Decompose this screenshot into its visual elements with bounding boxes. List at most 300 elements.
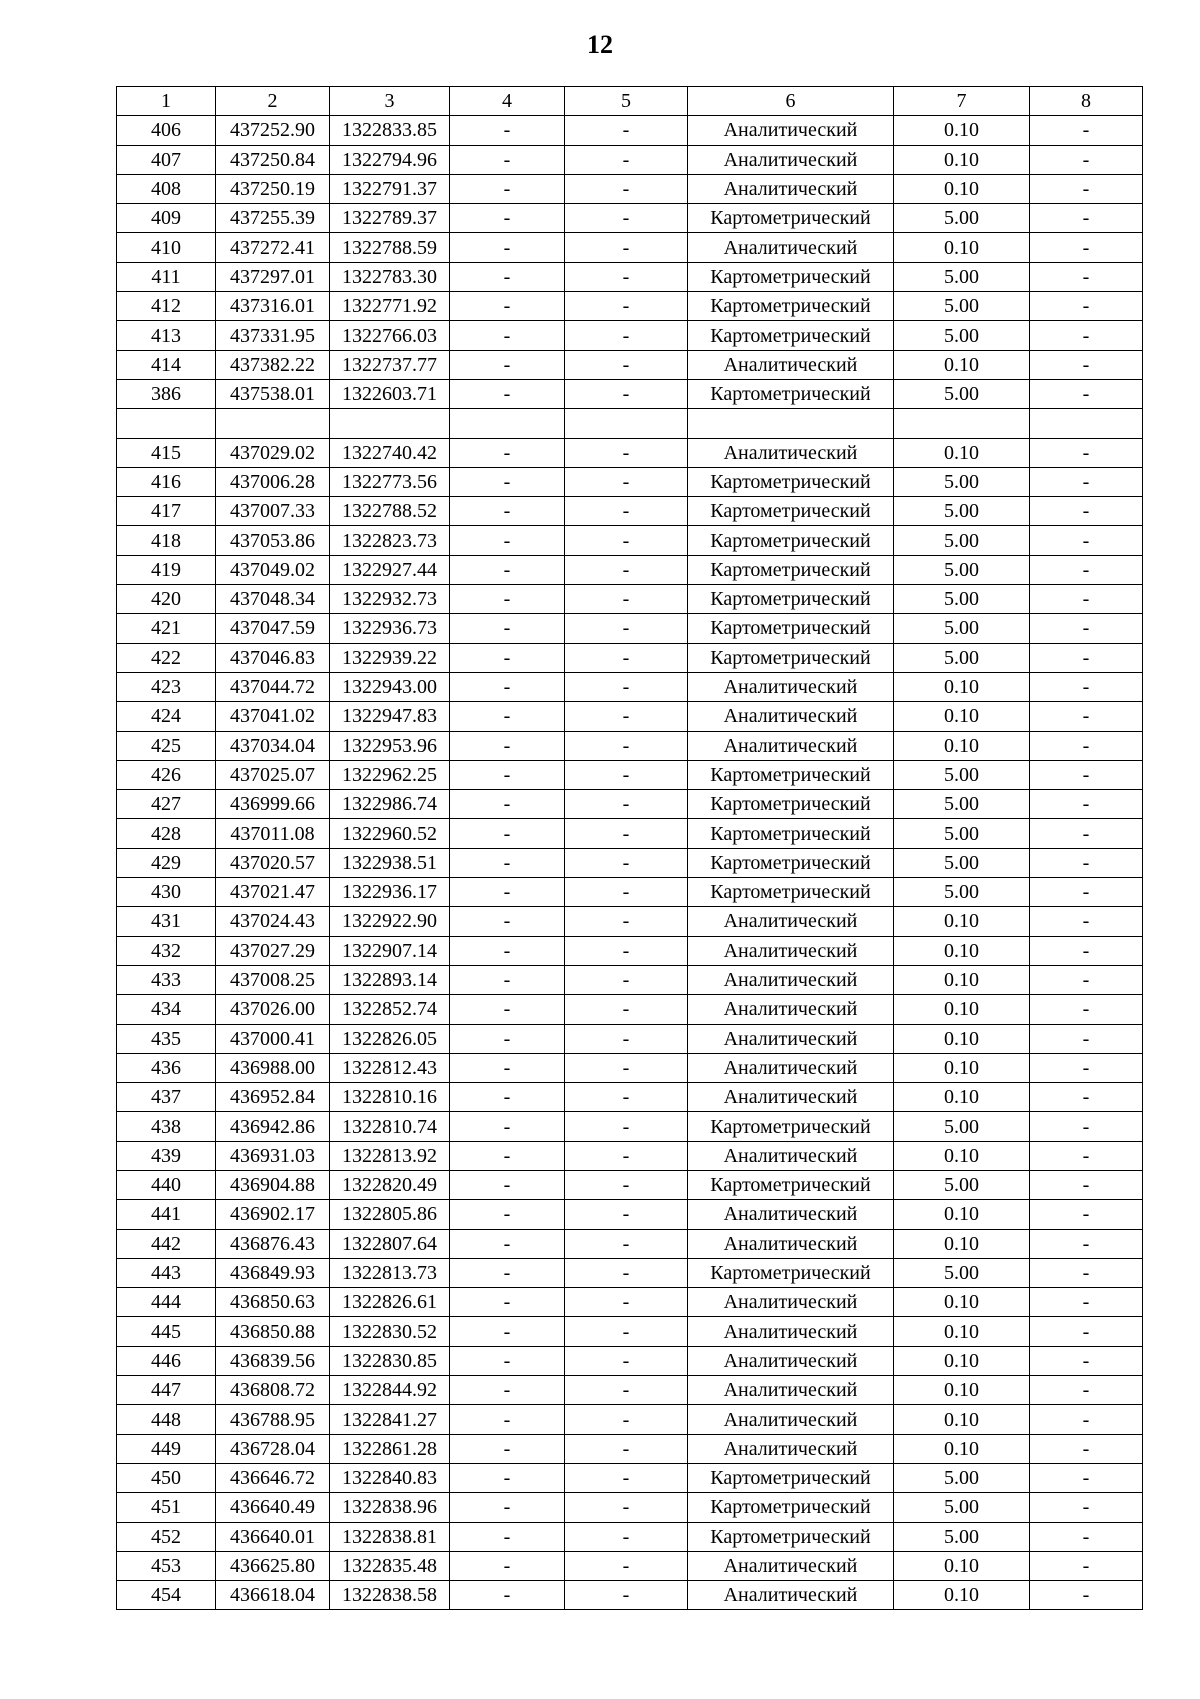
- method-cell: Картометрический: [688, 526, 894, 555]
- y-coordinate-cell: 1322943.00: [330, 672, 450, 701]
- col5-cell: -: [565, 1112, 688, 1141]
- method-cell: Картометрический: [688, 321, 894, 350]
- table-row: [117, 731, 1143, 760]
- col8-cell: -: [1030, 1463, 1143, 1492]
- method-cell: Аналитический: [688, 995, 894, 1024]
- col5-cell: -: [565, 965, 688, 994]
- method-cell: Картометрический: [688, 790, 894, 819]
- accuracy-cell: 5.00: [894, 760, 1030, 789]
- accuracy-cell: 5.00: [894, 878, 1030, 907]
- table-row: [117, 1258, 1143, 1287]
- method-cell: Аналитический: [688, 438, 894, 467]
- table-row: [117, 1463, 1143, 1492]
- table-row: [117, 1024, 1143, 1053]
- table-row: [117, 790, 1143, 819]
- col8-cell: -: [1030, 995, 1143, 1024]
- x-coordinate-cell: 437034.04: [216, 731, 330, 760]
- column-header: 7: [894, 87, 1030, 116]
- x-coordinate-cell: 436902.17: [216, 1200, 330, 1229]
- col5-cell: -: [565, 672, 688, 701]
- accuracy-cell: 0.10: [894, 1376, 1030, 1405]
- accuracy-cell: 0.10: [894, 233, 1030, 262]
- table-row: [117, 497, 1143, 526]
- page-number: 12: [587, 30, 613, 59]
- col5-cell: -: [565, 1053, 688, 1082]
- col4-cell: -: [450, 585, 565, 614]
- table-row: [117, 760, 1143, 789]
- point-number-cell: 427: [117, 790, 216, 819]
- empty-cell: [894, 409, 1030, 438]
- x-coordinate-cell: 437044.72: [216, 672, 330, 701]
- x-coordinate-cell: 437316.01: [216, 292, 330, 321]
- point-number-cell: 433: [117, 965, 216, 994]
- col8-cell: -: [1030, 174, 1143, 203]
- col8-cell: -: [1030, 1200, 1143, 1229]
- accuracy-cell: 5.00: [894, 1493, 1030, 1522]
- method-cell: Аналитический: [688, 1053, 894, 1082]
- y-coordinate-cell: 1322936.73: [330, 614, 450, 643]
- method-cell: Картометрический: [688, 819, 894, 848]
- y-coordinate-cell: 1322771.92: [330, 292, 450, 321]
- method-cell: Аналитический: [688, 907, 894, 936]
- accuracy-cell: 0.10: [894, 1083, 1030, 1112]
- accuracy-cell: 5.00: [894, 555, 1030, 584]
- point-number-cell: 412: [117, 292, 216, 321]
- method-cell: Аналитический: [688, 1288, 894, 1317]
- col4-cell: -: [450, 1581, 565, 1610]
- col8-cell: -: [1030, 1288, 1143, 1317]
- x-coordinate-cell: 436999.66: [216, 790, 330, 819]
- col4-cell: -: [450, 672, 565, 701]
- table-row: [117, 526, 1143, 555]
- accuracy-cell: 5.00: [894, 1258, 1030, 1287]
- method-cell: Картометрический: [688, 262, 894, 291]
- method-cell: Картометрический: [688, 379, 894, 408]
- y-coordinate-cell: 1322783.30: [330, 262, 450, 291]
- point-number-cell: 448: [117, 1405, 216, 1434]
- method-cell: Картометрический: [688, 585, 894, 614]
- col8-cell: -: [1030, 1551, 1143, 1580]
- col5-cell: -: [565, 262, 688, 291]
- accuracy-cell: 0.10: [894, 672, 1030, 701]
- column-header: 2: [216, 87, 330, 116]
- accuracy-cell: 0.10: [894, 702, 1030, 731]
- x-coordinate-cell: 437006.28: [216, 467, 330, 496]
- point-number-cell: 423: [117, 672, 216, 701]
- method-cell: Картометрический: [688, 497, 894, 526]
- col4-cell: -: [450, 1141, 565, 1170]
- col8-cell: -: [1030, 760, 1143, 789]
- col4-cell: -: [450, 1170, 565, 1199]
- point-number-cell: 424: [117, 702, 216, 731]
- accuracy-cell: 0.10: [894, 1346, 1030, 1375]
- col8-cell: -: [1030, 614, 1143, 643]
- x-coordinate-cell: 436850.88: [216, 1317, 330, 1346]
- x-coordinate-cell: 437024.43: [216, 907, 330, 936]
- y-coordinate-cell: 1322932.73: [330, 585, 450, 614]
- col8-cell: -: [1030, 790, 1143, 819]
- x-coordinate-cell: 436876.43: [216, 1229, 330, 1258]
- x-coordinate-cell: 437049.02: [216, 555, 330, 584]
- x-coordinate-cell: 437007.33: [216, 497, 330, 526]
- y-coordinate-cell: 1322766.03: [330, 321, 450, 350]
- point-number-cell: 408: [117, 174, 216, 203]
- method-cell: Картометрический: [688, 204, 894, 233]
- y-coordinate-cell: 1322962.25: [330, 760, 450, 789]
- table-row: [117, 174, 1143, 203]
- point-number-cell: 439: [117, 1141, 216, 1170]
- y-coordinate-cell: 1322838.96: [330, 1493, 450, 1522]
- col5-cell: -: [565, 643, 688, 672]
- col8-cell: -: [1030, 643, 1143, 672]
- point-number-cell: 421: [117, 614, 216, 643]
- point-number-cell: 386: [117, 379, 216, 408]
- x-coordinate-cell: 436618.04: [216, 1581, 330, 1610]
- col8-cell: -: [1030, 1376, 1143, 1405]
- col4-cell: -: [450, 995, 565, 1024]
- col8-cell: -: [1030, 702, 1143, 731]
- point-number-cell: 449: [117, 1434, 216, 1463]
- col8-cell: -: [1030, 321, 1143, 350]
- x-coordinate-cell: 437382.22: [216, 350, 330, 379]
- x-coordinate-cell: 437025.07: [216, 760, 330, 789]
- col5-cell: -: [565, 1581, 688, 1610]
- col5-cell: -: [565, 1493, 688, 1522]
- y-coordinate-cell: 1322838.58: [330, 1581, 450, 1610]
- method-cell: Аналитический: [688, 702, 894, 731]
- method-cell: Аналитический: [688, 1317, 894, 1346]
- col4-cell: -: [450, 1053, 565, 1082]
- accuracy-cell: 0.10: [894, 438, 1030, 467]
- y-coordinate-cell: 1322844.92: [330, 1376, 450, 1405]
- y-coordinate-cell: 1322813.73: [330, 1258, 450, 1287]
- method-cell: Картометрический: [688, 848, 894, 877]
- col4-cell: -: [450, 555, 565, 584]
- table-row: [117, 1317, 1143, 1346]
- y-coordinate-cell: 1322773.56: [330, 467, 450, 496]
- table-row: [117, 965, 1143, 994]
- method-cell: Аналитический: [688, 1434, 894, 1463]
- table-row: [117, 1141, 1143, 1170]
- method-cell: Аналитический: [688, 1405, 894, 1434]
- col4-cell: -: [450, 702, 565, 731]
- col4-cell: -: [450, 614, 565, 643]
- accuracy-cell: 5.00: [894, 292, 1030, 321]
- table-row: [117, 1170, 1143, 1199]
- point-number-cell: 450: [117, 1463, 216, 1492]
- col8-cell: -: [1030, 292, 1143, 321]
- x-coordinate-cell: 437297.01: [216, 262, 330, 291]
- method-cell: Картометрический: [688, 643, 894, 672]
- table-row: [117, 614, 1143, 643]
- table-row: [117, 936, 1143, 965]
- point-number-cell: 451: [117, 1493, 216, 1522]
- col8-cell: -: [1030, 731, 1143, 760]
- method-cell: Аналитический: [688, 233, 894, 262]
- col8-cell: -: [1030, 1581, 1143, 1610]
- accuracy-cell: 0.10: [894, 1288, 1030, 1317]
- accuracy-cell: 0.10: [894, 965, 1030, 994]
- table-row: [117, 1493, 1143, 1522]
- col8-cell: -: [1030, 1405, 1143, 1434]
- col4-cell: -: [450, 965, 565, 994]
- y-coordinate-cell: 1322833.85: [330, 116, 450, 145]
- col4-cell: -: [450, 819, 565, 848]
- col8-cell: -: [1030, 1346, 1143, 1375]
- col4-cell: -: [450, 643, 565, 672]
- col5-cell: -: [565, 526, 688, 555]
- col4-cell: -: [450, 790, 565, 819]
- x-coordinate-cell: 437252.90: [216, 116, 330, 145]
- accuracy-cell: 0.10: [894, 1434, 1030, 1463]
- x-coordinate-cell: 437250.19: [216, 174, 330, 203]
- point-number-cell: 425: [117, 731, 216, 760]
- point-number-cell: 443: [117, 1258, 216, 1287]
- method-cell: Аналитический: [688, 350, 894, 379]
- table-row: [117, 1229, 1143, 1258]
- y-coordinate-cell: 1322805.86: [330, 1200, 450, 1229]
- table-row: [117, 1581, 1143, 1610]
- y-coordinate-cell: 1322907.14: [330, 936, 450, 965]
- table-row: [117, 672, 1143, 701]
- table-row: [117, 379, 1143, 408]
- col8-cell: -: [1030, 145, 1143, 174]
- col5-cell: -: [565, 936, 688, 965]
- col5-cell: -: [565, 292, 688, 321]
- col8-cell: -: [1030, 379, 1143, 408]
- accuracy-cell: 5.00: [894, 1170, 1030, 1199]
- point-number-cell: 435: [117, 1024, 216, 1053]
- accuracy-cell: 5.00: [894, 1522, 1030, 1551]
- y-coordinate-cell: 1322823.73: [330, 526, 450, 555]
- accuracy-cell: 0.10: [894, 145, 1030, 174]
- col4-cell: -: [450, 1405, 565, 1434]
- col5-cell: -: [565, 204, 688, 233]
- table-row: [117, 995, 1143, 1024]
- y-coordinate-cell: 1322807.64: [330, 1229, 450, 1258]
- col4-cell: -: [450, 145, 565, 174]
- point-number-cell: 410: [117, 233, 216, 262]
- col5-cell: -: [565, 321, 688, 350]
- point-number-cell: 415: [117, 438, 216, 467]
- col5-cell: -: [565, 116, 688, 145]
- accuracy-cell: 0.10: [894, 350, 1030, 379]
- coordinates-table: [116, 86, 1143, 1610]
- col4-cell: -: [450, 116, 565, 145]
- method-cell: Аналитический: [688, 731, 894, 760]
- table-row: [117, 116, 1143, 145]
- accuracy-cell: 5.00: [894, 614, 1030, 643]
- method-cell: Аналитический: [688, 145, 894, 174]
- method-cell: Аналитический: [688, 1200, 894, 1229]
- y-coordinate-cell: 1322603.71: [330, 379, 450, 408]
- col5-cell: -: [565, 1346, 688, 1375]
- col4-cell: -: [450, 526, 565, 555]
- method-cell: Картометрический: [688, 614, 894, 643]
- col5-cell: -: [565, 995, 688, 1024]
- y-coordinate-cell: 1322922.90: [330, 907, 450, 936]
- point-number-cell: 454: [117, 1581, 216, 1610]
- accuracy-cell: 5.00: [894, 204, 1030, 233]
- header-row: [117, 87, 1143, 116]
- x-coordinate-cell: 437026.00: [216, 995, 330, 1024]
- point-number-cell: 416: [117, 467, 216, 496]
- accuracy-cell: 5.00: [894, 467, 1030, 496]
- col5-cell: -: [565, 1170, 688, 1199]
- accuracy-cell: 5.00: [894, 848, 1030, 877]
- col4-cell: -: [450, 1522, 565, 1551]
- col8-cell: -: [1030, 1258, 1143, 1287]
- table-row: [117, 1346, 1143, 1375]
- col5-cell: -: [565, 585, 688, 614]
- col5-cell: -: [565, 1317, 688, 1346]
- x-coordinate-cell: 437029.02: [216, 438, 330, 467]
- table-row: [117, 819, 1143, 848]
- accuracy-cell: 5.00: [894, 643, 1030, 672]
- point-number-cell: 429: [117, 848, 216, 877]
- x-coordinate-cell: 437053.86: [216, 526, 330, 555]
- x-coordinate-cell: 437538.01: [216, 379, 330, 408]
- y-coordinate-cell: 1322936.17: [330, 878, 450, 907]
- x-coordinate-cell: 436839.56: [216, 1346, 330, 1375]
- table-row: [117, 1376, 1143, 1405]
- col8-cell: -: [1030, 1170, 1143, 1199]
- y-coordinate-cell: 1322838.81: [330, 1522, 450, 1551]
- method-cell: Аналитический: [688, 672, 894, 701]
- col8-cell: -: [1030, 1112, 1143, 1141]
- point-number-cell: 426: [117, 760, 216, 789]
- y-coordinate-cell: 1322830.52: [330, 1317, 450, 1346]
- table-row: [117, 1522, 1143, 1551]
- col8-cell: -: [1030, 1141, 1143, 1170]
- col8-cell: -: [1030, 878, 1143, 907]
- accuracy-cell: 0.10: [894, 1053, 1030, 1082]
- col5-cell: -: [565, 1083, 688, 1112]
- column-header: 3: [330, 87, 450, 116]
- table-row: [117, 438, 1143, 467]
- accuracy-cell: 5.00: [894, 1112, 1030, 1141]
- col5-cell: -: [565, 497, 688, 526]
- point-number-cell: 417: [117, 497, 216, 526]
- col4-cell: -: [450, 204, 565, 233]
- col5-cell: -: [565, 907, 688, 936]
- table-row: [117, 1083, 1143, 1112]
- table-row: [117, 145, 1143, 174]
- y-coordinate-cell: 1322813.92: [330, 1141, 450, 1170]
- x-coordinate-cell: 436849.93: [216, 1258, 330, 1287]
- accuracy-cell: 0.10: [894, 1200, 1030, 1229]
- method-cell: Аналитический: [688, 1551, 894, 1580]
- y-coordinate-cell: 1322939.22: [330, 643, 450, 672]
- empty-cell: [450, 409, 565, 438]
- col8-cell: -: [1030, 555, 1143, 584]
- col5-cell: -: [565, 848, 688, 877]
- x-coordinate-cell: 436931.03: [216, 1141, 330, 1170]
- col4-cell: -: [450, 1434, 565, 1463]
- col4-cell: -: [450, 878, 565, 907]
- col8-cell: -: [1030, 1522, 1143, 1551]
- accuracy-cell: 0.10: [894, 116, 1030, 145]
- col4-cell: -: [450, 467, 565, 496]
- x-coordinate-cell: 437255.39: [216, 204, 330, 233]
- method-cell: Аналитический: [688, 174, 894, 203]
- col5-cell: -: [565, 1229, 688, 1258]
- method-cell: Картометрический: [688, 1493, 894, 1522]
- point-number-cell: 430: [117, 878, 216, 907]
- y-coordinate-cell: 1322788.52: [330, 497, 450, 526]
- y-coordinate-cell: 1322986.74: [330, 790, 450, 819]
- accuracy-cell: 0.10: [894, 1581, 1030, 1610]
- col8-cell: -: [1030, 350, 1143, 379]
- accuracy-cell: 5.00: [894, 790, 1030, 819]
- y-coordinate-cell: 1322812.43: [330, 1053, 450, 1082]
- x-coordinate-cell: 436646.72: [216, 1463, 330, 1492]
- col4-cell: -: [450, 1258, 565, 1287]
- x-coordinate-cell: 436640.49: [216, 1493, 330, 1522]
- col4-cell: -: [450, 1376, 565, 1405]
- point-number-cell: 411: [117, 262, 216, 291]
- col5-cell: -: [565, 555, 688, 584]
- col8-cell: -: [1030, 1434, 1143, 1463]
- col8-cell: -: [1030, 497, 1143, 526]
- col8-cell: -: [1030, 672, 1143, 701]
- y-coordinate-cell: 1322947.83: [330, 702, 450, 731]
- y-coordinate-cell: 1322938.51: [330, 848, 450, 877]
- col8-cell: -: [1030, 1053, 1143, 1082]
- col8-cell: -: [1030, 585, 1143, 614]
- col5-cell: -: [565, 1434, 688, 1463]
- col8-cell: -: [1030, 1229, 1143, 1258]
- x-coordinate-cell: 437021.47: [216, 878, 330, 907]
- y-coordinate-cell: 1322810.16: [330, 1083, 450, 1112]
- table-row: [117, 350, 1143, 379]
- col5-cell: -: [565, 614, 688, 643]
- point-number-cell: 434: [117, 995, 216, 1024]
- point-number-cell: 452: [117, 1522, 216, 1551]
- point-number-cell: 432: [117, 936, 216, 965]
- accuracy-cell: 0.10: [894, 936, 1030, 965]
- col8-cell: -: [1030, 1317, 1143, 1346]
- x-coordinate-cell: 436788.95: [216, 1405, 330, 1434]
- col4-cell: -: [450, 292, 565, 321]
- y-coordinate-cell: 1322820.49: [330, 1170, 450, 1199]
- col4-cell: -: [450, 1024, 565, 1053]
- col8-cell: -: [1030, 116, 1143, 145]
- x-coordinate-cell: 436850.63: [216, 1288, 330, 1317]
- col8-cell: -: [1030, 262, 1143, 291]
- accuracy-cell: 0.10: [894, 1229, 1030, 1258]
- method-cell: Картометрический: [688, 878, 894, 907]
- method-cell: Аналитический: [688, 1346, 894, 1375]
- column-header: 4: [450, 87, 565, 116]
- col4-cell: -: [450, 1229, 565, 1258]
- empty-cell: [330, 409, 450, 438]
- method-cell: Аналитический: [688, 1024, 894, 1053]
- point-number-cell: 441: [117, 1200, 216, 1229]
- table-row: [117, 1551, 1143, 1580]
- table-row: [117, 907, 1143, 936]
- point-number-cell: 420: [117, 585, 216, 614]
- y-coordinate-cell: 1322740.42: [330, 438, 450, 467]
- col5-cell: -: [565, 1463, 688, 1492]
- point-number-cell: 419: [117, 555, 216, 584]
- accuracy-cell: 0.10: [894, 995, 1030, 1024]
- table-row: [117, 848, 1143, 877]
- col8-cell: -: [1030, 848, 1143, 877]
- col5-cell: -: [565, 1551, 688, 1580]
- col5-cell: -: [565, 731, 688, 760]
- x-coordinate-cell: 436988.00: [216, 1053, 330, 1082]
